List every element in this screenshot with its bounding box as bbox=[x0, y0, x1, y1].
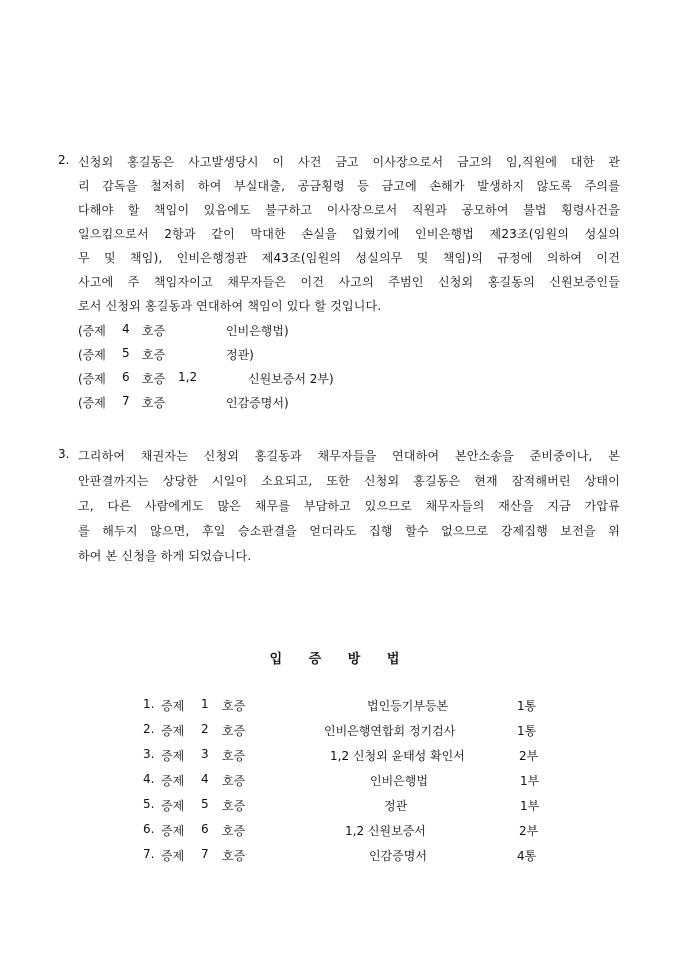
evidence-desc: 신원보증서 2부) bbox=[248, 372, 334, 386]
evidence-label: 호증 bbox=[142, 396, 166, 410]
section-2-line: 다해야 할 책임이 있음에도 불구하고 이사장으로서 직원과 공모하여 불법 횡령사건을 bbox=[78, 203, 620, 217]
method-list-item bbox=[0, 747, 680, 767]
method-qty: 1부 bbox=[520, 774, 540, 788]
evidence-prefix: (증제 bbox=[78, 348, 106, 362]
evidence-number: 7 bbox=[122, 394, 130, 408]
method-qty: 4통 bbox=[517, 849, 537, 863]
evidence-prefix: (증제 bbox=[78, 372, 106, 386]
method-label: 호증 bbox=[222, 824, 246, 838]
section-2-number: 2. bbox=[58, 153, 70, 167]
method-number: 3 bbox=[201, 747, 209, 761]
method-label: 호증 bbox=[222, 799, 246, 813]
section-2 bbox=[58, 153, 624, 323]
section-2-line: 무 및 책임), 인비은행정관 제43조(임원의 성실의무 및 책임)의 규정에 의하여 이건 bbox=[78, 251, 620, 265]
method-index: 7. bbox=[143, 847, 155, 861]
evidence-label: 호증 bbox=[142, 372, 166, 386]
evidence-number: 6 bbox=[122, 370, 130, 384]
method-number: 6 bbox=[201, 822, 209, 836]
evidence-desc: 인감증명서) bbox=[226, 396, 289, 410]
method-index: 3. bbox=[143, 747, 155, 761]
method-index: 5. bbox=[143, 797, 155, 811]
method-qty: 1부 bbox=[520, 799, 540, 813]
method-heading: 입 증 방 법 bbox=[269, 652, 411, 667]
section-2-line: 사고에 주 책임자이고 채무자들은 이건 사고의 주범인 신청외 홍길동의 신원보증인들 bbox=[78, 275, 620, 289]
evidence-number: 5 bbox=[122, 346, 130, 360]
method-label: 호증 bbox=[222, 724, 246, 738]
method-list-item bbox=[0, 822, 680, 842]
evidence-prefix: (증제 bbox=[78, 324, 106, 338]
method-desc: 인비은행연합회 정기검사 bbox=[324, 724, 456, 738]
section-2-line: 리 감독을 철저히 하여 부실대출, 공금횡령 등 금고에 손해가 발생하지 않도록 주의를 bbox=[78, 179, 620, 193]
method-index: 2. bbox=[143, 722, 155, 736]
method-desc: 정관 bbox=[384, 799, 408, 813]
method-number: 7 bbox=[201, 847, 209, 861]
method-desc: 인감증명서 bbox=[369, 849, 427, 863]
method-number: 4 bbox=[201, 772, 209, 786]
evidence-desc: 정관) bbox=[226, 348, 254, 362]
method-qty: 1통 bbox=[517, 724, 537, 738]
section-3-line: 를 해두지 않으면, 후일 승소판결을 얻더라도 집행 할수 없으므로 강제집행 보전을 위 bbox=[78, 524, 620, 538]
method-index: 1. bbox=[143, 697, 155, 711]
evidence-label: 호증 bbox=[142, 348, 166, 362]
method-list-item bbox=[0, 797, 680, 817]
method-prefix: 증제 bbox=[161, 824, 185, 838]
method-list-item bbox=[0, 772, 680, 792]
section-3 bbox=[58, 447, 624, 567]
evidence-label: 호증 bbox=[142, 324, 166, 338]
method-desc: 1,2 신청외 윤태성 확인서 bbox=[330, 749, 465, 763]
evidence-extra: 1,2 bbox=[178, 370, 198, 384]
evidence-desc: 인비은행법) bbox=[226, 324, 289, 338]
section-2-line: 일으킴으로서 2항과 같이 막대한 손실을 입혔기에 인비은행법 제23조(임원의 성실의 bbox=[78, 227, 620, 241]
method-prefix: 증제 bbox=[161, 849, 185, 863]
method-qty: 2부 bbox=[519, 824, 539, 838]
method-list-item bbox=[0, 722, 680, 742]
section-3-number: 3. bbox=[58, 447, 70, 461]
evidence-prefix: (증제 bbox=[78, 396, 106, 410]
method-prefix: 증제 bbox=[161, 749, 185, 763]
method-number: 1 bbox=[201, 697, 209, 711]
method-prefix: 증제 bbox=[161, 774, 185, 788]
section-3-line: 그리하여 채권자는 신청외 홍길동과 채무자들을 연대하여 본안소송을 준비중이나, 본 bbox=[78, 449, 620, 463]
method-desc: 법인등기부등본 bbox=[367, 699, 449, 713]
method-desc: 1,2 신원보증서 bbox=[345, 824, 426, 838]
method-list-item bbox=[0, 847, 680, 867]
method-prefix: 증제 bbox=[161, 699, 185, 713]
method-label: 호증 bbox=[222, 699, 246, 713]
method-index: 6. bbox=[143, 822, 155, 836]
evidence-number: 4 bbox=[122, 322, 130, 336]
section-3-line: 하여 본 신청을 하게 되었습니다. bbox=[78, 549, 252, 563]
method-desc: 인비은행법 bbox=[370, 774, 428, 788]
method-qty: 1통 bbox=[517, 699, 537, 713]
section-2-line: 로서 신청외 홍길동과 연대하여 책임이 있다 할 것입니다. bbox=[78, 299, 382, 313]
section-3-line: 고, 다른 사람에게도 많은 채무를 부담하고 있으므로 채무자들의 재산을 지금 가압류 bbox=[78, 499, 620, 513]
method-prefix: 증제 bbox=[161, 799, 185, 813]
method-prefix: 증제 bbox=[161, 724, 185, 738]
method-number: 5 bbox=[201, 797, 209, 811]
method-label: 호증 bbox=[222, 749, 246, 763]
method-label: 호증 bbox=[222, 774, 246, 788]
section-2-line: 신청외 홍길동은 사고발생당시 이 사건 금고 이사장으로서 금고의 임,직원에 대한 관 bbox=[78, 155, 620, 169]
method-qty: 2부 bbox=[519, 749, 539, 763]
method-list-item bbox=[0, 697, 680, 717]
section-3-line: 안판결까지는 상당한 시일이 소요되고, 또한 신청외 홍길동은 현재 잠적해버린 상태이 bbox=[78, 474, 620, 488]
method-number: 2 bbox=[201, 722, 209, 736]
method-label: 호증 bbox=[222, 849, 246, 863]
method-index: 4. bbox=[143, 772, 155, 786]
